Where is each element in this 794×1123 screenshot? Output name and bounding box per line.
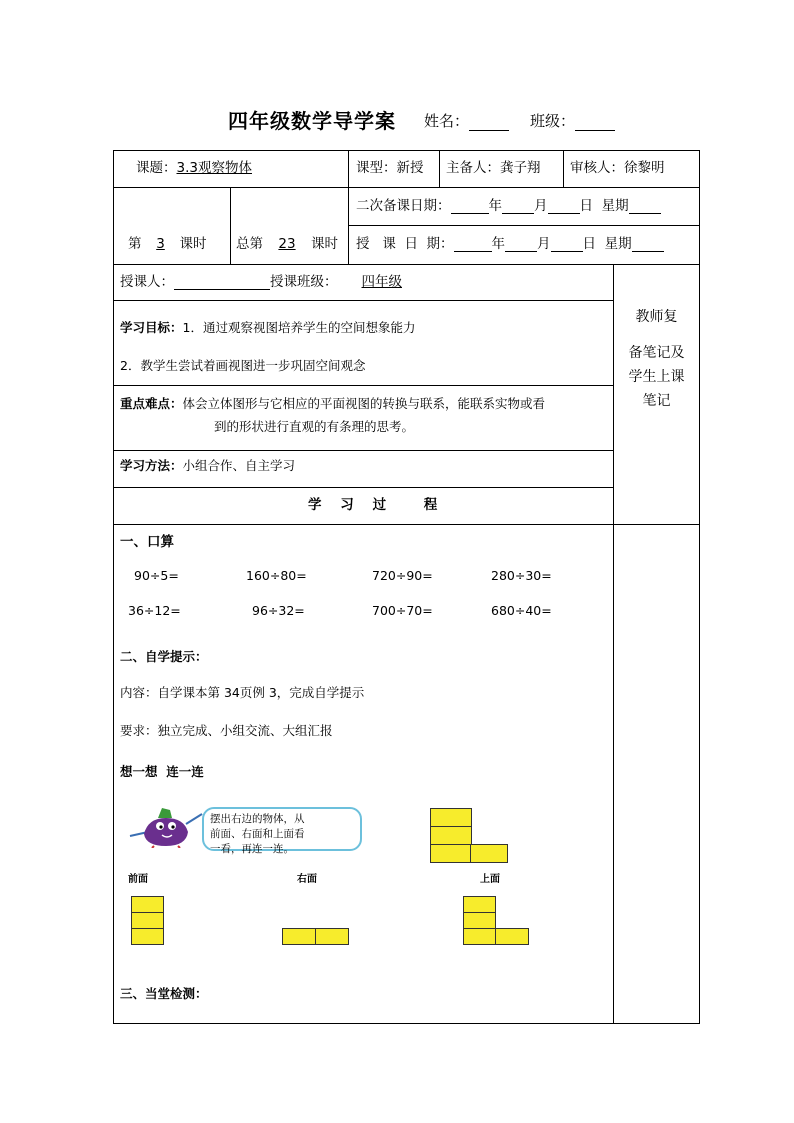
eggplant-character-icon [126, 802, 206, 848]
calc-item: 160÷80= [246, 568, 307, 583]
view-label-right: 右面 [297, 874, 317, 885]
section-2-title: 二、自学提示： [120, 649, 208, 664]
week-blank[interactable] [632, 235, 664, 252]
month-blank[interactable] [505, 235, 537, 252]
calc-item: 680÷40= [491, 603, 552, 618]
teach-date [356, 232, 664, 252]
keypoints-text-1: 体会立体图形与它相应的平面视图的转换与联系，能联系实物或看 [182, 396, 546, 411]
goal-line-1 [120, 318, 415, 336]
calc-item: 90÷5= [134, 568, 179, 583]
think-connect-title: 想一想 连一连 [120, 764, 204, 779]
goal-1: 1．通过观察视图培养学生的空间想象能力 [182, 320, 416, 335]
side-note-line: 备笔记及 [628, 345, 685, 361]
teacher-blank[interactable] [174, 273, 270, 290]
speech-bubble [202, 807, 362, 855]
keypoints-label: 重点难点： [120, 396, 183, 411]
name-label: 姓名： [424, 112, 470, 130]
month-label: 月 [534, 198, 548, 214]
class-teach-label: 授课班级： [270, 274, 338, 290]
total-suffix: 课时 [311, 236, 338, 252]
section-3-title: 三、当堂检测： [120, 986, 208, 1001]
side-note-line: 教师复 [635, 309, 678, 325]
lesson-type: 课型：新授 [356, 160, 424, 176]
class-teach-value: 四年级 [361, 274, 402, 290]
method-value: 小组合作、自主学习 [182, 458, 296, 473]
topic-value: 3.3观察物体 [176, 160, 252, 176]
name-blank[interactable] [469, 114, 509, 131]
class-label: 班级： [530, 112, 576, 130]
calc-item: 36÷12= [128, 603, 181, 618]
side-note [614, 305, 699, 413]
second-prep-date [356, 194, 661, 214]
year-label: 年 [488, 198, 502, 214]
calc-item: 700÷70= [372, 603, 433, 618]
calc-item: 96÷32= [252, 603, 305, 618]
second-prep-label: 二次备课日期： [356, 198, 451, 214]
goals-label: 学习目标： [120, 320, 183, 335]
topic-label: 课题： [136, 160, 177, 176]
total-period-cell [236, 232, 338, 252]
requirement-line: 要求：独立完成、小组交流、大组汇报 [120, 723, 333, 738]
total-number: 23 [278, 236, 296, 252]
month-blank[interactable] [502, 197, 534, 214]
period-suffix: 课时 [179, 236, 207, 252]
name-field[interactable] [424, 110, 509, 131]
side-note-line: 笔记 [642, 393, 671, 409]
period-number: 3 [156, 236, 165, 252]
bubble-line: 一看，再连一连。 [210, 843, 294, 855]
teach-date-label: 授 课 日 期： [356, 236, 454, 252]
section-1-title: 一、口算 [120, 534, 174, 550]
side-note-line: 学生上课 [628, 369, 685, 385]
bubble-line: 摆出右边的物体，从 [210, 813, 305, 825]
teacher-label: 授课人： [120, 274, 174, 290]
period-cell [128, 232, 207, 252]
teacher-cell [120, 270, 478, 290]
process-title: 学 习 过 程 [308, 497, 438, 513]
method-row [120, 456, 295, 474]
month-label: 月 [537, 236, 551, 252]
period-prefix: 第 [128, 236, 142, 252]
day-label: 日 [582, 236, 597, 252]
day-blank[interactable] [548, 197, 580, 214]
bubble-line: 前面、右面和上面看 [210, 828, 305, 840]
total-prefix: 总第 [236, 236, 263, 252]
week-blank[interactable] [629, 197, 661, 214]
week-label: 星期 [601, 198, 629, 214]
page-title: 四年级数学导学案 [228, 109, 396, 133]
keypoints-text-2: 到的形状进行直观的有条理的思考。 [214, 419, 415, 434]
year-blank[interactable] [451, 197, 489, 214]
content-line: 内容：自学课本第 34页例 3，完成自学提示 [120, 685, 365, 700]
class-field[interactable] [530, 110, 615, 131]
topic-cell [136, 156, 332, 176]
calc-item: 720÷90= [372, 568, 433, 583]
view-label-top: 上面 [480, 874, 500, 885]
goal-2: 2．教学生尝试着画视图进一步巩固空间观念 [120, 358, 366, 373]
year-label: 年 [491, 236, 506, 252]
class-blank[interactable] [575, 114, 615, 131]
method-label: 学习方法： [120, 458, 183, 473]
day-blank[interactable] [551, 235, 583, 252]
keypoints-line-1 [120, 394, 545, 412]
calc-item: 280÷30= [491, 568, 552, 583]
day-label: 日 [579, 198, 593, 214]
preparer: 主备人：龚子翔 [446, 160, 541, 176]
reviewer: 审核人：徐黎明 [570, 160, 665, 176]
week-label: 星期 [604, 236, 632, 252]
view-label-front: 前面 [128, 874, 148, 885]
year-blank[interactable] [454, 235, 492, 252]
